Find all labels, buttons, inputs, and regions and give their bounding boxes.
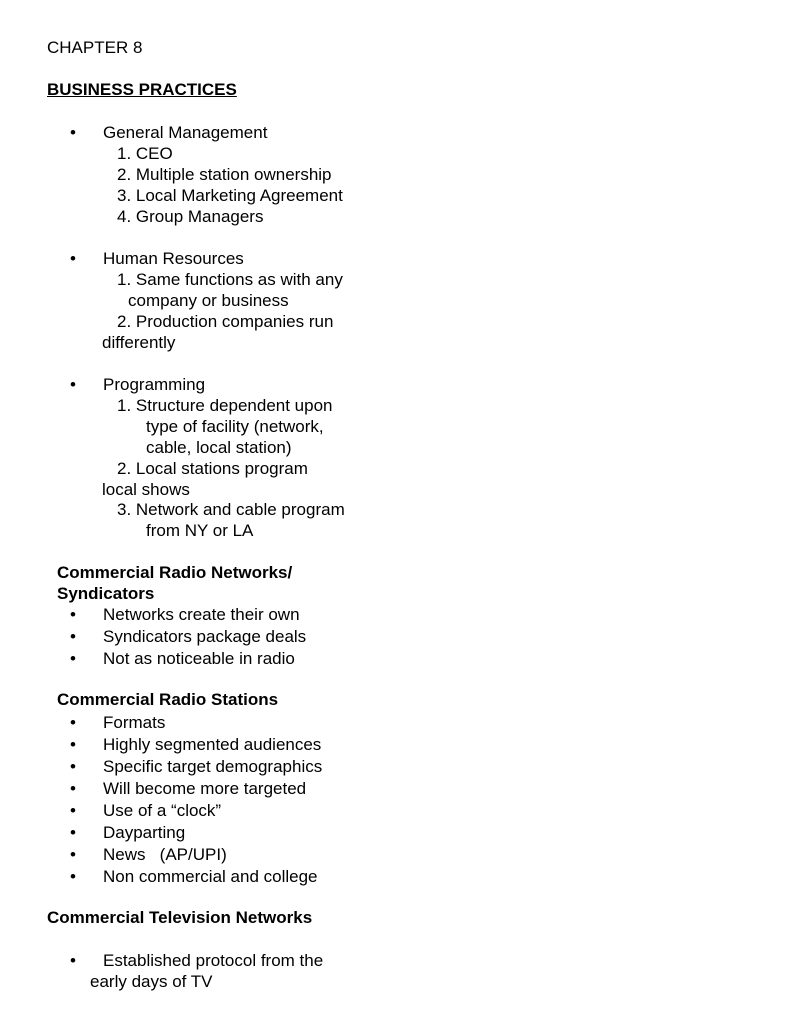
bullet-icon: •	[70, 627, 76, 646]
list-item: Dayparting	[103, 823, 186, 842]
list-item-continuation: early days of TV	[90, 972, 213, 991]
bullet-icon: •	[70, 951, 76, 970]
bullet-icon: •	[70, 779, 76, 798]
list-item: Formats	[103, 713, 166, 732]
bullet-icon: •	[70, 823, 76, 842]
section-heading: General Management	[103, 123, 268, 142]
section-heading: Human Resources	[103, 249, 244, 268]
list-item: 2. Production companies run	[117, 312, 334, 331]
list-item: 3. Local Marketing Agreement	[117, 186, 343, 205]
section-heading: Commercial Radio Stations	[57, 690, 279, 709]
list-item-continuation: cable, local station)	[146, 438, 292, 457]
section-heading: Commercial Radio Networks/	[57, 563, 293, 582]
list-item: Syndicators package deals	[103, 627, 307, 646]
bullet-icon: •	[70, 375, 76, 394]
section-heading: Commercial Television Networks	[47, 908, 313, 927]
bullet-icon: •	[70, 845, 76, 864]
list-item-continuation: from NY or LA	[146, 521, 254, 540]
bullet-icon: •	[70, 249, 76, 268]
bullet-icon: •	[70, 123, 76, 142]
list-item: Highly segmented audiences	[103, 735, 322, 754]
bullet-icon: •	[70, 801, 76, 820]
bullet-icon: •	[70, 867, 76, 886]
chapter-label: CHAPTER 8	[47, 38, 143, 57]
list-item-continuation: type of facility (network,	[146, 417, 324, 436]
list-item: News (AP/UPI)	[103, 845, 227, 864]
list-item: 2. Local stations program	[117, 459, 308, 478]
section-heading: Programming	[103, 375, 206, 394]
list-item: 1. CEO	[117, 144, 173, 163]
list-item: Non commercial and college	[103, 867, 318, 886]
page-title: BUSINESS PRACTICES	[47, 80, 237, 99]
bullet-icon: •	[70, 757, 76, 776]
list-item: Established protocol from the	[103, 951, 324, 970]
bullet-icon: •	[70, 735, 76, 754]
bullet-icon: •	[70, 605, 76, 624]
list-item: 1. Structure dependent upon	[117, 396, 333, 415]
list-item: Will become more targeted	[103, 779, 307, 798]
bullet-icon: •	[70, 713, 76, 732]
list-item-continuation: company or business	[128, 291, 289, 310]
list-item: Not as noticeable in radio	[103, 649, 295, 668]
list-item: Use of a “clock”	[103, 801, 222, 820]
list-item-continuation: differently	[102, 333, 176, 352]
bullet-icon: •	[70, 649, 76, 668]
list-item: 2. Multiple station ownership	[117, 165, 332, 184]
list-item: 1. Same functions as with any	[117, 270, 343, 289]
list-item: Specific target demographics	[103, 757, 323, 776]
section-heading-continuation: Syndicators	[57, 584, 155, 603]
list-item-continuation: local shows	[102, 480, 190, 499]
list-item: 4. Group Managers	[117, 207, 264, 226]
list-item: 3. Network and cable program	[117, 500, 345, 519]
list-item: Networks create their own	[103, 605, 300, 624]
